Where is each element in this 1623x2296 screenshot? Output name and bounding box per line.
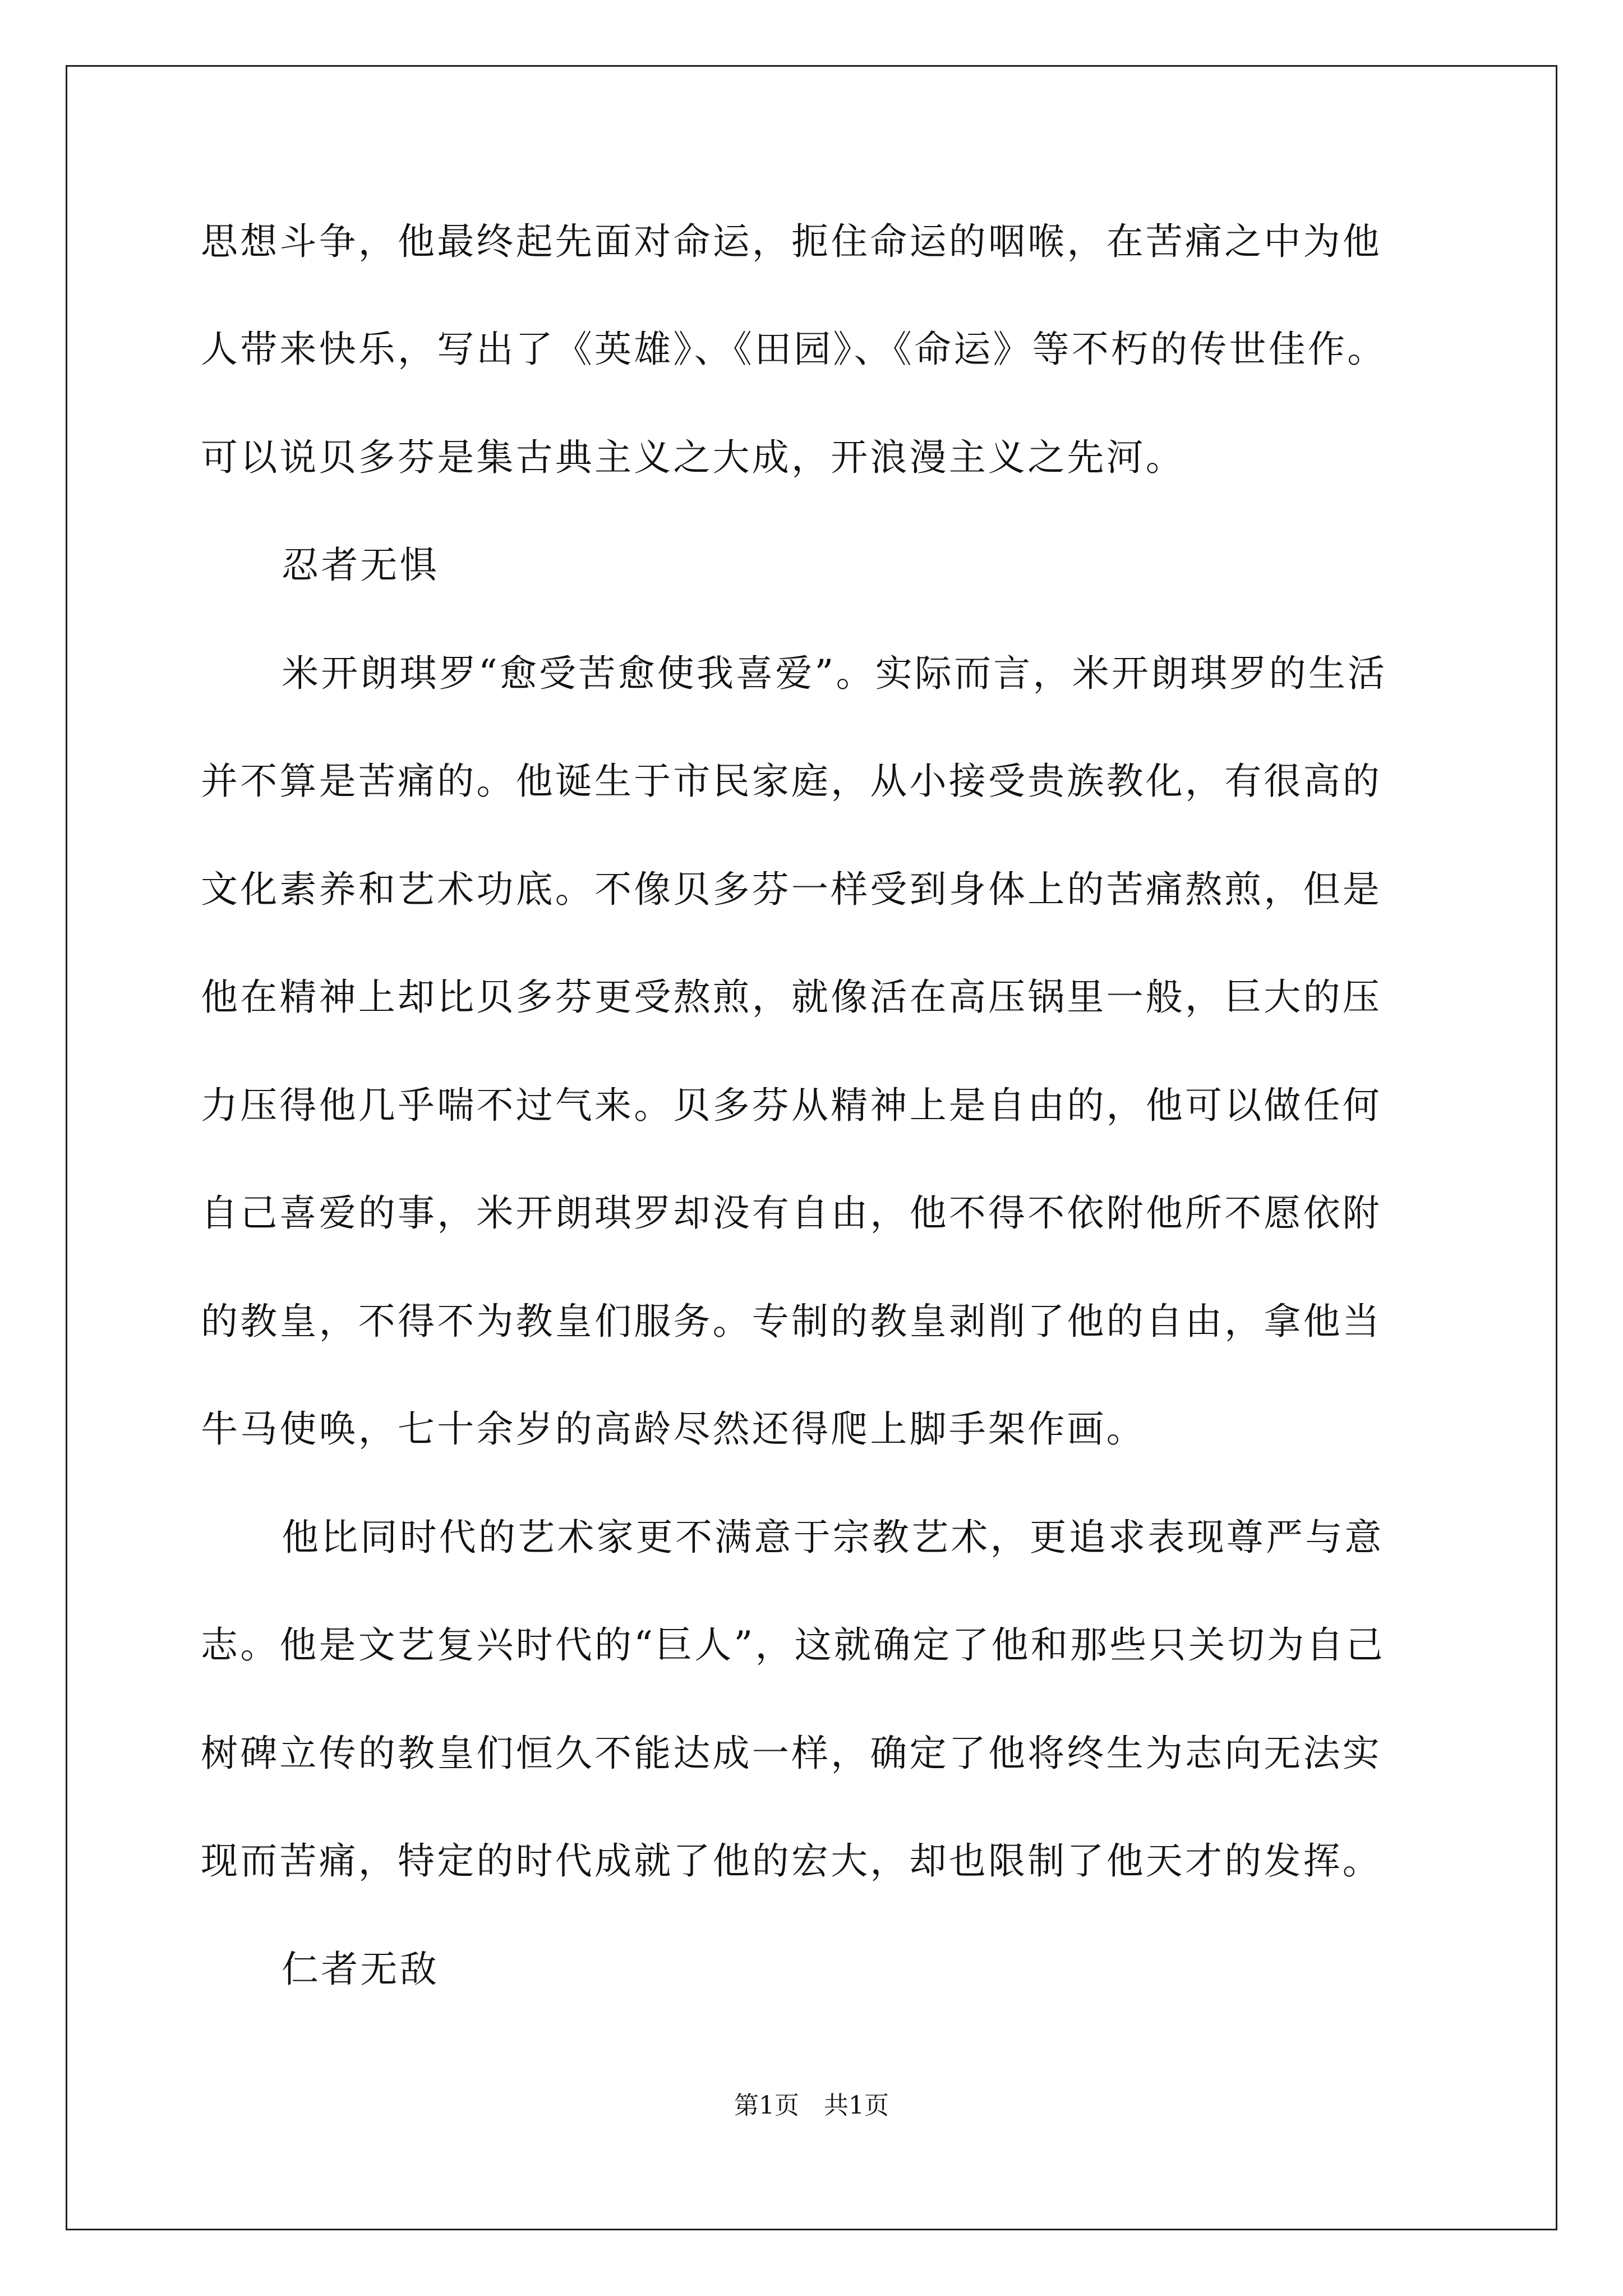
text-line: 人带来快乐，写出了《英雄》、《田园》、《命运》等不朽的传世佳作。 [201, 328, 1387, 371]
text-line: 他比同时代的艺术家更不满意于宗教艺术，更追求表现尊严与意 [282, 1516, 1384, 1559]
text-line: 可以说贝多芬是集古典主义之大成，开浪漫主义之先河。 [201, 436, 1185, 479]
section-heading: 仁者无敌 [282, 1948, 439, 1991]
text-line: 文化素养和艺术功底。不像贝多芬一样受到身体上的苦痛熬煎，但是 [201, 868, 1382, 911]
text-line: 现而苦痛，特定的时代成就了他的宏大，却也限制了他天才的发挥。 [201, 1839, 1382, 1883]
text-line: 他在精神上却比贝多芬更受熬煎，就像活在高压锅里一般，巨大的压 [201, 976, 1382, 1019]
text-line: 树碑立传的教皇们恒久不能达成一样，确定了他将终生为志向无法实 [201, 1732, 1382, 1775]
page-border [66, 65, 1557, 2230]
text-line: 志。他是文艺复兴时代的“巨人”，这就确定了他和那些只关切为自己 [201, 1623, 1385, 1667]
page-footer: 第1页 共1页 [734, 2091, 889, 2120]
text-line: 的教皇，不得不为教皇们服务。专制的教皇剥削了他的自由，拿他当 [201, 1300, 1382, 1343]
text-line: 并不算是苦痛的。他诞生于市民家庭，从小接受贵族教化，有很高的 [201, 760, 1382, 803]
section-heading: 忍者无惧 [282, 544, 439, 587]
text-line: 力压得他几乎喘不过气来。贝多芬从精神上是自由的，他可以做任何 [201, 1084, 1382, 1127]
text-line: 自己喜爱的事，米开朗琪罗却没有自由，他不得不依附他所不愿依附 [201, 1191, 1382, 1235]
text-line: 思想斗争，他最终起先面对命运，扼住命运的咽喉，在苦痛之中为他 [201, 220, 1382, 263]
text-line: 牛马使唤，七十余岁的高龄尽然还得爬上脚手架作画。 [201, 1407, 1146, 1451]
text-line: 米开朗琪罗“愈受苦愈使我喜爱”。实际而言，米开朗琪罗的生活 [282, 652, 1387, 695]
